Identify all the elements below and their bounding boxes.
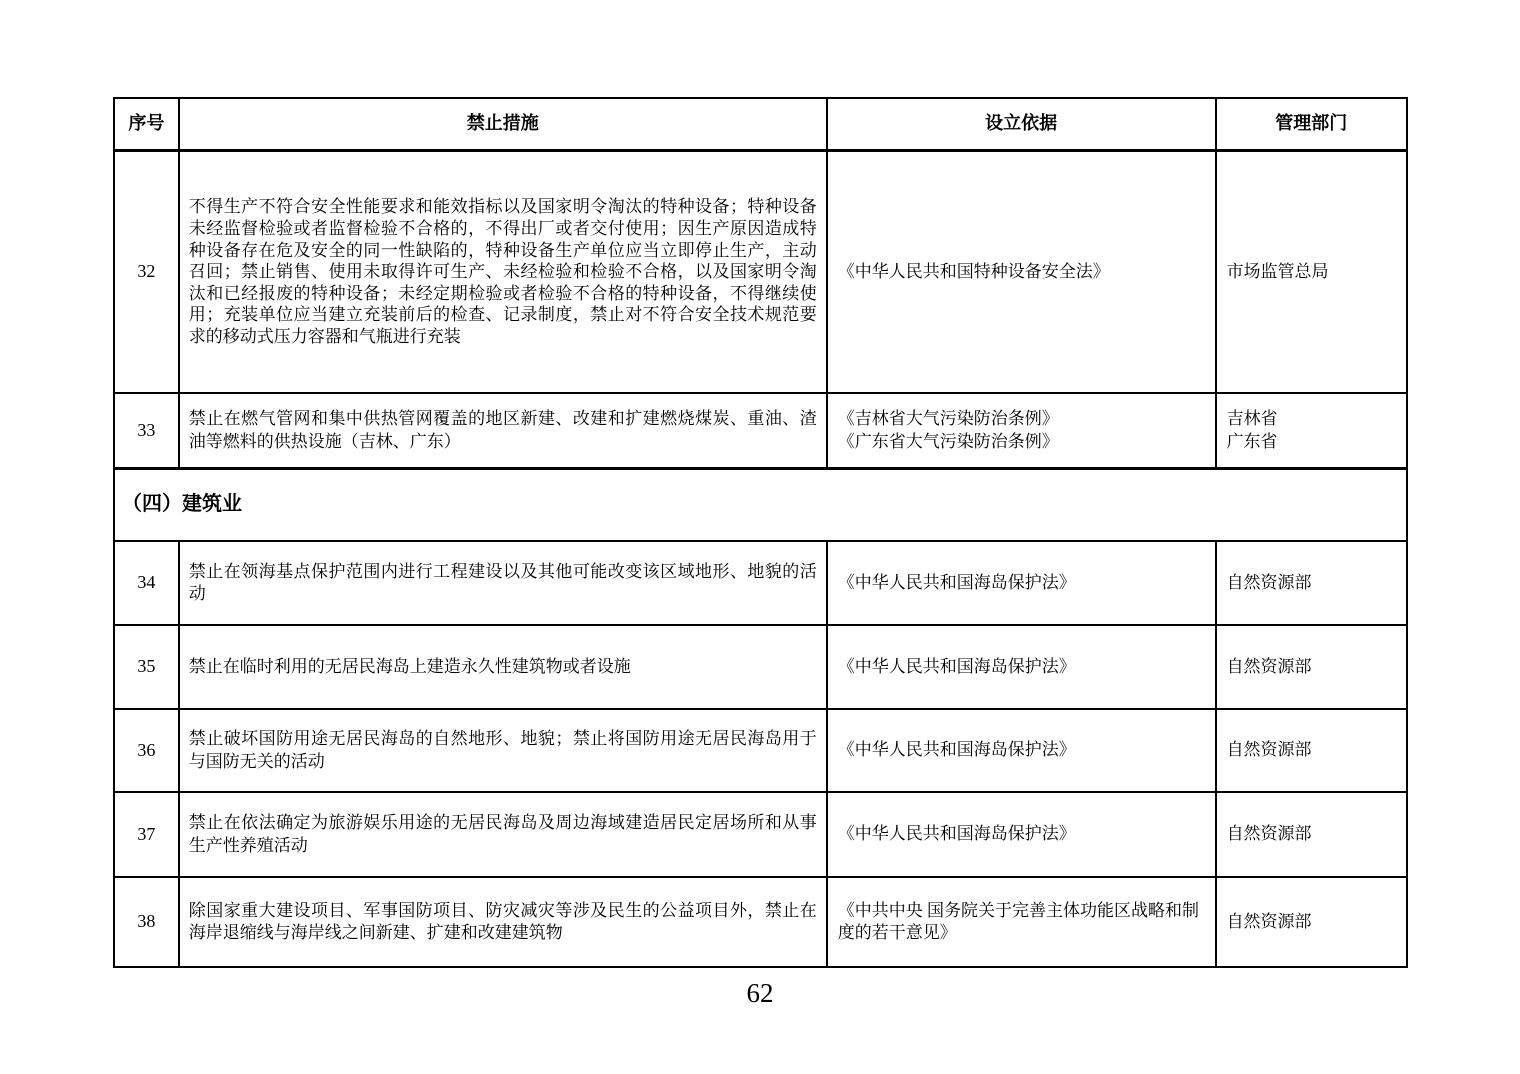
row-basis [828, 710, 1217, 791]
prohibition-measures-table [113, 97, 1408, 968]
table-row [115, 710, 1406, 793]
department-text: 自然资源部 [1226, 911, 1312, 931]
row-department [1217, 878, 1406, 966]
row-measure [180, 626, 828, 708]
measure-text: 禁止在临时利用的无居民海岛上建造永久性建筑物或者设施 [188, 656, 631, 676]
table-row [115, 626, 1406, 710]
section-header-row [115, 470, 1406, 542]
basis-text: 《中共中央 国务院关于完善主体功能区战略和制度的若干意见》 [837, 900, 1200, 942]
row-basis [828, 394, 1217, 467]
row-serial: 38 [115, 878, 180, 966]
measure-text: 除国家重大建设项目、军事国防项目、防灾减灾等涉及民生的公益项目外，禁止在海岸退缩线与海岸线之间新建、扩建和改建建筑物 [188, 900, 817, 942]
row-department [1217, 394, 1406, 467]
row-serial: 33 [115, 394, 180, 467]
col-header-serial: 序号 [115, 99, 180, 149]
basis-text: 《中华人民共和国海岛保护法》 [837, 656, 1076, 676]
basis-text [838, 408, 1209, 452]
department-text [1227, 408, 1402, 452]
row-department [1217, 710, 1406, 791]
row-serial: 37 [115, 793, 180, 876]
row-measure [180, 394, 828, 467]
basis-text: 《中华人民共和国海岛保护法》 [837, 824, 1076, 844]
row-serial: 32 [115, 152, 180, 392]
row-measure [180, 710, 828, 791]
row-basis [828, 152, 1217, 392]
row-serial: 34 [115, 542, 180, 624]
page-number: 62 [746, 978, 774, 1008]
row-measure [180, 542, 828, 624]
row-department [1217, 793, 1406, 876]
basis-text: 《中华人民共和国海岛保护法》 [837, 740, 1076, 760]
measure-text: 禁止在依法确定为旅游娱乐用途的无居民海岛及周边海域建造居民定居场所和从事生产性养殖活动 [188, 813, 817, 855]
department-text: 市场监管总局 [1226, 261, 1329, 281]
basis-line: 《吉林省大气污染防治条例》 [837, 409, 1059, 429]
row-department [1217, 626, 1406, 708]
department-text: 自然资源部 [1226, 656, 1312, 676]
col-header-measure: 禁止措施 [180, 99, 828, 149]
col-header-basis: 设立依据 [828, 99, 1217, 149]
department-text: 自然资源部 [1226, 572, 1312, 592]
row-measure [180, 152, 828, 392]
row-measure [180, 878, 828, 966]
department-text: 自然资源部 [1226, 824, 1312, 844]
row-serial: 36 [115, 710, 180, 791]
measure-text: 禁止在领海基点保护范围内进行工程建设以及其他可能改变该区域地形、地貌的活动 [188, 561, 817, 603]
department-line: 吉林省 [1226, 409, 1278, 429]
row-basis [828, 878, 1217, 966]
basis-line: 《广东省大气污染防治条例》 [837, 431, 1059, 451]
basis-text: 《中华人民共和国海岛保护法》 [837, 572, 1076, 592]
basis-text: 《中华人民共和国特种设备安全法》 [837, 261, 1110, 281]
section-title: （四）建筑业 [122, 492, 242, 515]
row-basis [828, 626, 1217, 708]
row-department [1217, 542, 1406, 624]
row-basis [828, 793, 1217, 876]
department-line: 广东省 [1226, 431, 1278, 451]
table-row [115, 152, 1406, 394]
row-serial: 35 [115, 626, 180, 708]
row-measure [180, 793, 828, 876]
department-text: 自然资源部 [1226, 740, 1312, 760]
col-header-department: 管理部门 [1275, 113, 1348, 134]
table-row [115, 394, 1406, 470]
measure-text: 禁止破坏国防用途无居民海岛的自然地形、地貌；禁止将国防用途无居民海岛用于与国防无关的活动 [188, 729, 817, 771]
measure-text: 禁止在燃气管网和集中供热管网覆盖的地区新建、改建和扩建燃烧煤炭、重油、渣油等燃料的供热设施（吉林、广东） [188, 409, 817, 451]
row-department [1217, 152, 1406, 392]
table-row [115, 793, 1406, 878]
measure-text: 不得生产不符合安全性能要求和能效指标以及国家明令淘汰的特种设备；特种设备未经监督检验或者监督检验不合格的，不得出厂或者交付使用；因生产原因造成特种设备存在危及安全的同一性缺陷的，特种设备生产单位应当立即停止生产，主动召回；禁止销售、使用未取得许可生产、未经检验和检验不合格，以及国家明令淘汰和已经报废的特种设备；未经定期检验或者检验不合格的特种设备，不得继续使用；充装单位应当建立充装前后的检查、记录制度，禁止对不符合安全技术规范要求的移动式压力容器和气瓶进行充装 [188, 197, 817, 346]
row-basis [828, 542, 1217, 624]
table-header-row [115, 99, 1406, 152]
table-row [115, 878, 1406, 966]
table-row [115, 542, 1406, 626]
